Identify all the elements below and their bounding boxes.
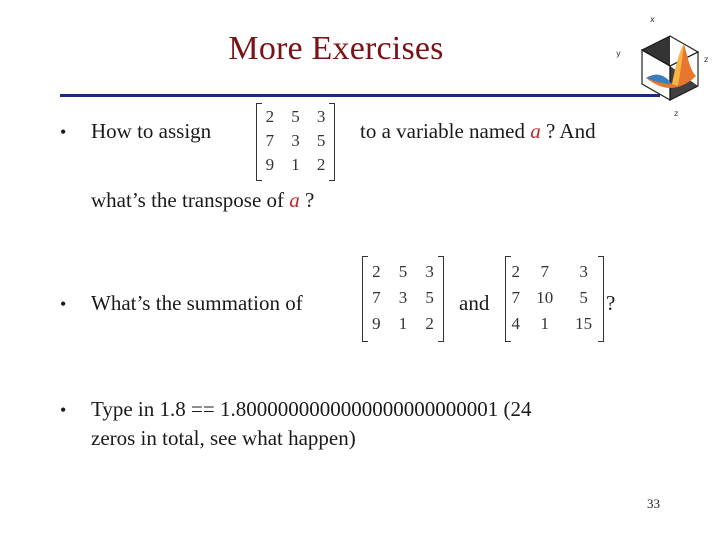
bullet-marker: • [60, 294, 67, 314]
bullet-marker: • [60, 122, 67, 142]
matrix-cell: 1 [291, 155, 300, 174]
svg-text:x: x [650, 15, 655, 24]
conjunction-text: and [459, 291, 490, 315]
matrix-cell: 2 [316, 155, 326, 174]
bullet-marker: • [60, 400, 67, 420]
matrix-cell: 7 [265, 131, 275, 150]
title-underline [60, 94, 660, 97]
bullet-text-line2: zeros in total, see what happen) [91, 426, 356, 450]
bullet-text: Type in 1.8 == 1.8000000000000000000000001 (24 [91, 397, 532, 421]
matrix-cell: 2 [265, 107, 275, 126]
matrix-cell: 5 [316, 131, 326, 150]
matrix-cell: 3 [425, 262, 434, 281]
matrix-cell: 1 [398, 314, 408, 333]
svg-text:z: z [704, 55, 709, 64]
matrix-cell: 1 [540, 314, 550, 333]
slide-title: More Exercises [228, 30, 444, 67]
matrix-cell: 15 [575, 314, 593, 333]
bullet-text-line2: what’s the transpose of a ? [91, 188, 315, 212]
svg-text:z: z [674, 109, 679, 118]
matrix-cell: 2 [425, 314, 434, 333]
matrix-cell: 5 [398, 262, 408, 281]
matrix-assign [256, 103, 335, 181]
variable-name: a [289, 188, 300, 212]
matrix-cell: 7 [511, 288, 520, 307]
bullet-text: How to assign [91, 119, 212, 143]
matrix-cell: 5 [579, 288, 588, 307]
matrix-cell: 7 [372, 288, 381, 307]
bullet-text-continued: to a variable named a ? And [360, 119, 596, 143]
matrix-cell: 9 [265, 155, 275, 174]
bullet-text: What’s the summation of [91, 291, 303, 315]
matrix-cell: 2 [372, 262, 381, 281]
matrix-cell: 2 [511, 262, 520, 281]
matrix-cell: 3 [398, 288, 408, 307]
matlab-logo-icon [612, 14, 712, 122]
question-mark: ? [606, 291, 616, 315]
matrix-cell: 10 [536, 288, 554, 307]
matrix-cell: 3 [579, 262, 588, 281]
matrix-cell: 7 [540, 262, 550, 281]
svg-text:y: y [616, 49, 621, 58]
matrix-cell: 9 [372, 314, 381, 333]
matrix-sum-first [362, 256, 444, 342]
matrix-cell: 5 [291, 107, 300, 126]
matrix-cell: 4 [511, 314, 520, 333]
matrix-sum-second [505, 256, 604, 342]
variable-name: a [530, 119, 541, 143]
matrix-cell: 3 [316, 107, 326, 126]
page-number: 33 [647, 496, 660, 511]
matrix-cell: 3 [291, 131, 300, 150]
matrix-cell: 5 [425, 288, 434, 307]
